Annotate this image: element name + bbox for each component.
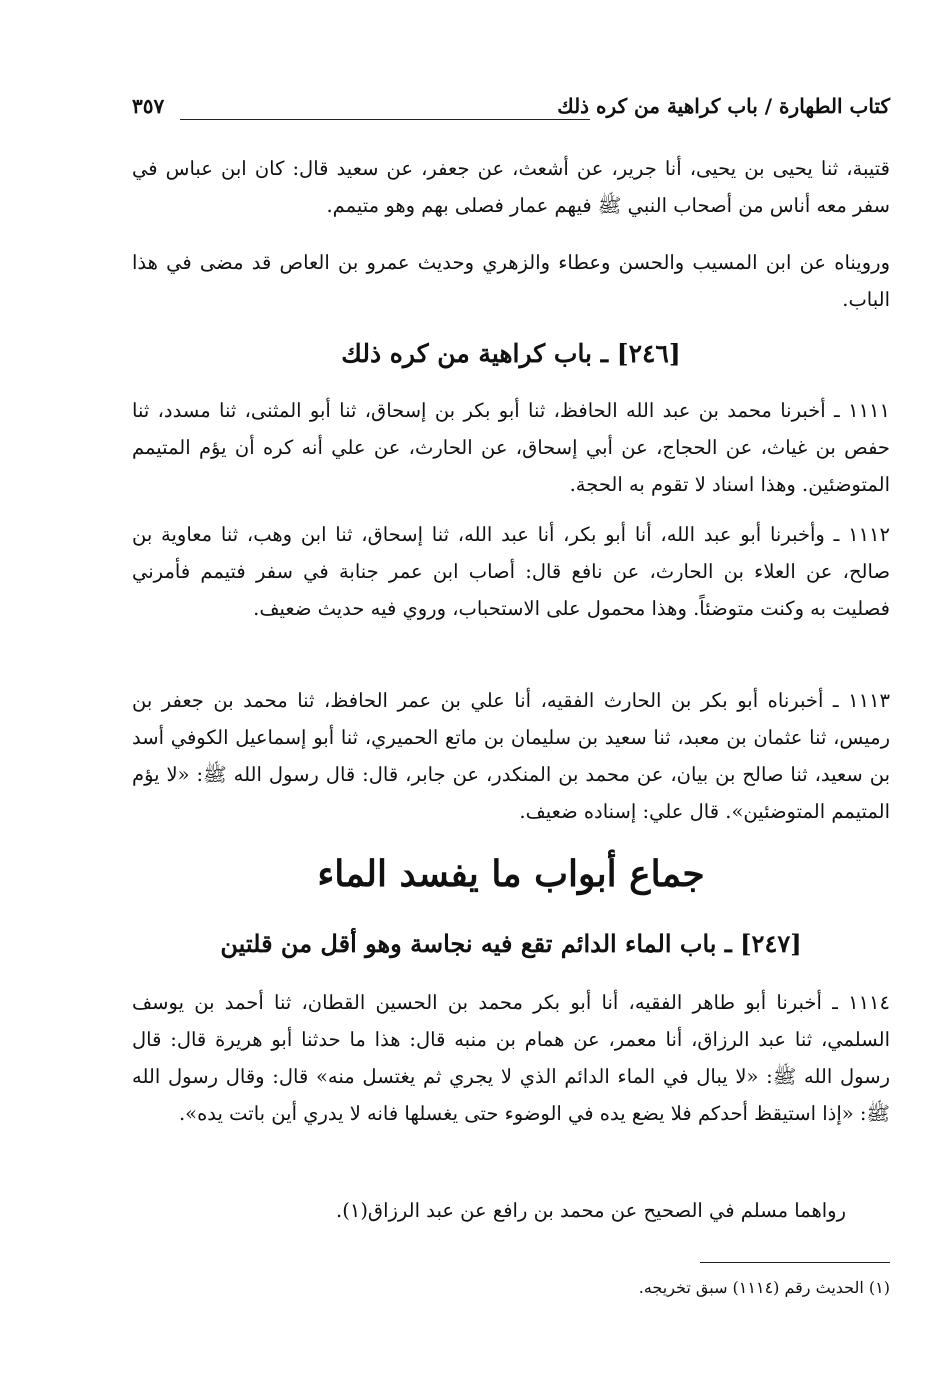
footnote: (١) الحديث رقم (١١١٤) سبق تخريجه. (638, 1278, 890, 1297)
paragraph-attribution: رواهما مسلم في الصحيح عن محمد بن رافع عن عبد الرزاق(١). (336, 1199, 846, 1222)
chapter-heading-246: [٢٤٦] ـ باب كراهية من كره ذلك (341, 339, 681, 368)
hadith-1112: ١١١٢ ـ وأخبرنا أبو عبد الله، أنا أبو بكر، أنا عبد الله، ثنا إسحاق، ثنا ابن وهب، ثنا معاوية بن صالح، عن العلاء بن الحارث، عن نافع قال: أصاب ابن عمر جنابة في سفر فتيمم فأمرني فصليت به وكنت متوضئاً. وهذا محمول على الاستحباب، وروي فيه حديث ضعيف. (132, 523, 890, 620)
footnote-rule (700, 1262, 890, 1263)
header-title: كتاب الطهارة / باب كراهية من كره ذلك (557, 94, 890, 118)
page-number: ٣٥٧ (132, 94, 165, 118)
hadith-1111: ١١١١ ـ أخبرنا محمد بن عبد الله الحافظ، ثنا أبو بكر بن إسحاق، ثنا أبو المثنى، ثنا مسدد، ثنا حفص بن غياث، عن الحجاج، عن أبي إسحاق، عن الحارث، عن علي أنه كره أن يؤم المتيمم المتوضئين. وهذا اسناد لا تقوم به الحجة. (132, 399, 890, 496)
hadith-1114: ١١١٤ ـ أخبرنا أبو طاهر الفقيه، أنا أبو بكر محمد بن الحسين القطان، ثنا أحمد بن يوسف السلمي، ثنا عبد الرزاق، أنا معمر، عن همام بن منبه قال: هذا ما حدثنا أبو هريرة قال: قال رسول الله ﷺ: «لا يبال في الماء الدائم الذي لا يجري ثم يغتسل منه» قال: وقال رسول الله ﷺ: «إذا استيقظ أحدكم فلا يضع يده في الوضوء حتى يغسلها فانه لا يدري أين باتت يده». (132, 991, 890, 1125)
running-header (132, 88, 890, 132)
section-heading: جماع أبواب ما يفسد الماء (317, 853, 705, 895)
hadith-1113: ١١١٣ ـ أخبرناه أبو بكر بن الحارث الفقيه، أنا علي بن عمر الحافظ، ثنا محمد بن جعفر بن رميس، ثنا عثمان بن معبد، ثنا سعيد بن سليمان بن ماتع الحميري، ثنا أبو إسماعيل الكوفي أسد بن سعيد، ثنا صالح بن بيان، عن محمد بن المنكدر، عن جابر، قال: قال رسول الله ﷺ: «لا يؤم المتيمم المتوضئين». قال علي: إسناده ضعيف. (132, 689, 890, 823)
paragraph-narration: ورويناه عن ابن المسيب والحسن وعطاء والزهري وحديث عمرو بن العاص قد مضى في هذا الباب. (132, 251, 890, 311)
paragraph-continuation: قتيبة، ثنا يحيى بن يحيى، أنا جرير، عن أشعث، عن جعفر، عن سعيد قال: كان ابن عباس في سفر معه أناس من أصحاب النبي ﷺ فيهم عمار فصلى بهم وهو متيمم. (132, 157, 890, 217)
chapter-heading-247: [٢٤٧] ـ باب الماء الدائم تقع فيه نجاسة وهو أقل من قلتين (220, 929, 802, 958)
header-rule (180, 119, 590, 120)
